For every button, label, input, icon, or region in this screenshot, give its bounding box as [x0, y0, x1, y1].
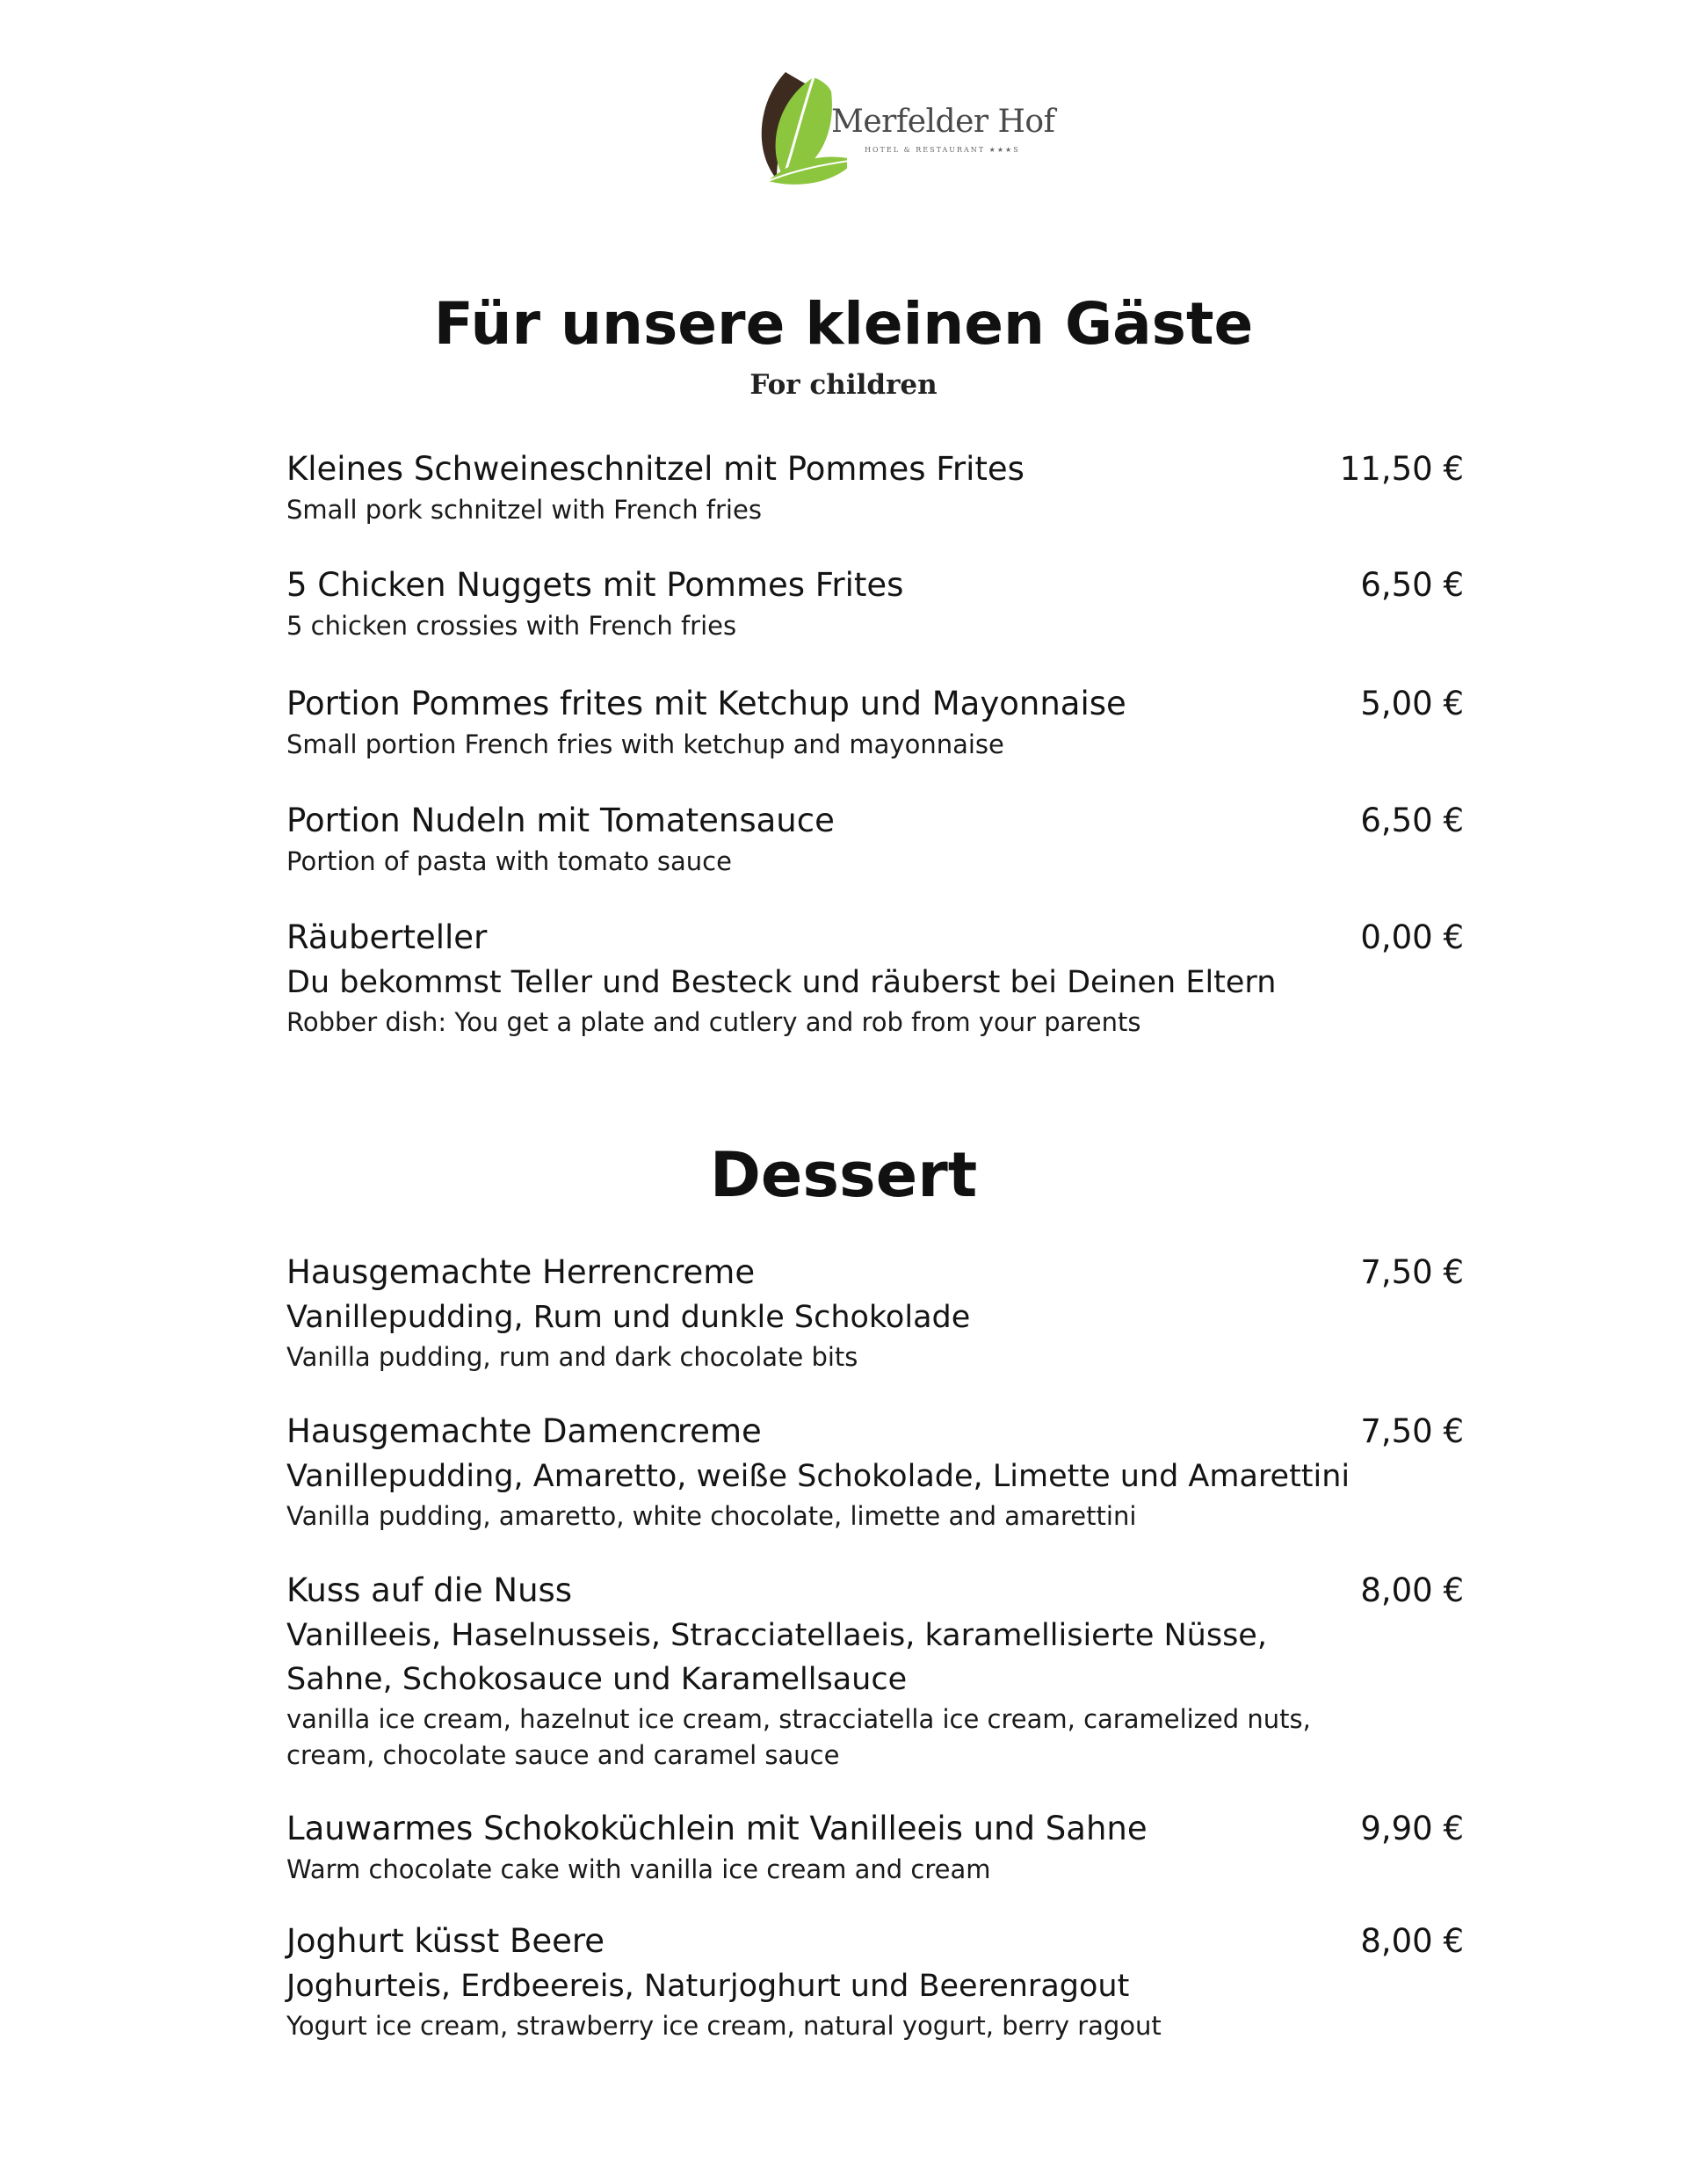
item-english: cream, chocolate sauce and caramel sauce [286, 1740, 840, 1770]
item-name: 5 Chicken Nuggets mit Pommes Frites [286, 566, 904, 604]
menu-item [286, 446, 1464, 528]
item-name: Portion Nudeln mit Tomatensauce [286, 802, 835, 839]
menu-item [286, 1409, 1464, 1535]
menu-item [286, 562, 1464, 644]
item-price: 6,50 € [1360, 566, 1464, 604]
item-description: Sahne, Schokosauce und Karamellsauce [286, 1662, 908, 1697]
menu-item [286, 1806, 1464, 1888]
item-english: Vanilla pudding, rum and dark chocolate bits [286, 1342, 858, 1372]
item-description: Joghurteis, Erdbeereis, Naturjoghurt und Beerenragout [286, 1969, 1130, 2004]
item-price: 6,50 € [1360, 802, 1464, 839]
item-name: Kleines Schweineschnitzel mit Pommes Frites [286, 450, 1025, 488]
item-name: Joghurt küsst Beere [286, 1922, 605, 1960]
item-name: Hausgemachte Herrencreme [286, 1253, 756, 1291]
item-name: Hausgemachte Damencreme [286, 1412, 762, 1450]
menu-item [286, 681, 1464, 763]
kids-section-subtitle: For children [749, 369, 938, 401]
item-price: 11,50 € [1339, 450, 1464, 488]
item-description: Vanillepudding, Amaretto, weiße Schokolade, Limette und Amarettini [286, 1459, 1350, 1494]
item-english: Yogurt ice cream, strawberry ice cream, natural yogurt, berry ragout [286, 2011, 1162, 2041]
menu-item [286, 798, 1464, 880]
logo [750, 65, 1067, 197]
item-description: Vanilleeis, Haselnusseis, Stracciatellaeis, karamellisierte Nüsse, [286, 1618, 1267, 1653]
menu-item [286, 1250, 1464, 1375]
item-price: 7,50 € [1360, 1253, 1464, 1291]
item-price: 5,00 € [1360, 685, 1464, 722]
item-english: Robber dish: You get a plate and cutlery and rob from your parents [286, 1007, 1141, 1037]
item-english: vanilla ice cream, hazelnut ice cream, stracciatella ice cream, caramelized nuts, [286, 1704, 1311, 1734]
item-description: Vanillepudding, Rum und dunkle Schokolade [286, 1300, 971, 1335]
logo-name: Merfelder Hof [831, 104, 1055, 140]
item-english: Small pork schnitzel with French fries [286, 495, 762, 525]
item-name: Portion Pommes frites mit Ketchup und Mayonnaise [286, 685, 1126, 722]
item-price: 8,00 € [1360, 1922, 1464, 1960]
item-price: 8,00 € [1360, 1571, 1464, 1609]
dessert-section-title: Dessert [709, 1139, 978, 1211]
item-english: Portion of pasta with tomato sauce [286, 846, 732, 876]
menu-item [286, 1919, 1464, 2044]
item-price: 9,90 € [1360, 1810, 1464, 1847]
kids-section-title: Für unsere kleinen Gäste [433, 290, 1254, 358]
item-name: Kuss auf die Nuss [286, 1571, 573, 1609]
item-name: Räuberteller [286, 918, 488, 956]
item-name: Lauwarmes Schokoküchlein mit Vanilleeis und Sahne [286, 1810, 1148, 1847]
item-english: Warm chocolate cake with vanilla ice cream and cream [286, 1854, 991, 1884]
item-description: Du bekommst Teller und Besteck und räuberst bei Deinen Eltern [286, 965, 1277, 1000]
menu-item [286, 915, 1464, 1041]
item-price: 7,50 € [1360, 1412, 1464, 1450]
item-english: Small portion French fries with ketchup and mayonnaise [286, 729, 1004, 759]
item-english: 5 chicken crossies with French fries [286, 611, 737, 641]
item-english: Vanilla pudding, amaretto, white chocolate, limette and amarettini [286, 1501, 1137, 1531]
item-price: 0,00 € [1360, 918, 1464, 956]
menu-item [286, 1568, 1464, 1774]
logo-tagline: HOTEL & RESTAURANT ★★★S [865, 146, 1020, 154]
